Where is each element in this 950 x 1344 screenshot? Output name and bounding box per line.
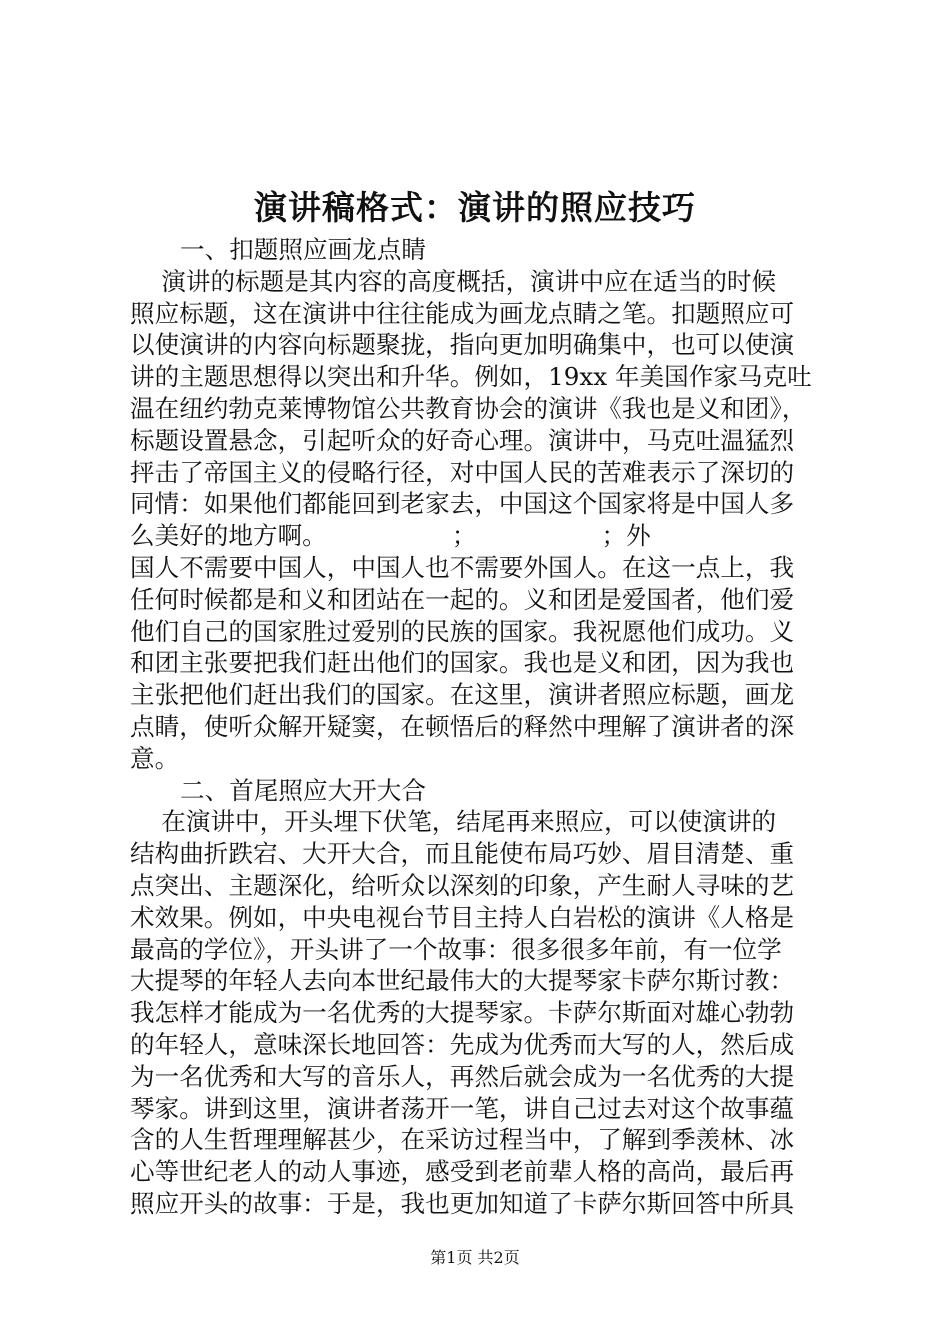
paragraph-line: 照应标题，这在演讲中往往能成为画龙点睛之笔。扣题照应可	[130, 298, 795, 328]
paragraph-line: 照应开头的故事：于是，我也更加知道了卡萨尔斯回答中所具	[130, 1188, 795, 1218]
paragraph-line: 他们自己的国家胜过爱别的民族的国家。我祝愿他们成功。义	[130, 616, 795, 646]
paragraph-line: 术效果。例如，中央电视台节目主持人白岩松的演讲《人格是	[130, 902, 795, 932]
paragraph-line: 么美好的地方啊。 ； ；外	[130, 521, 651, 551]
paragraph-line: 结构曲折跌宕、大开大合，而且能使布局巧妙、眉目清楚、重	[130, 839, 795, 869]
paragraph-line: 心等世纪老人的动人事迹，感受到老前辈人格的高尚，最后再	[130, 1157, 795, 1187]
paragraph-line: 的年轻人，意味深长地回答：先成为优秀而大写的人，然后成	[130, 1029, 795, 1059]
page-footer: 第1页 共2页	[430, 1248, 520, 1267]
section-heading: 二、首尾照应大开大合	[180, 775, 426, 805]
paragraph-line: 大提琴的年轻人去向本世纪最伟大的大提琴家卡萨尔斯讨教：	[130, 966, 795, 996]
paragraph-line: 主张把他们赶出我们的国家。在这里，演讲者照应标题，画龙	[130, 680, 795, 710]
paragraph-line: 琴家。讲到这里，演讲者荡开一笔，讲自己过去对这个故事蕴	[130, 1093, 795, 1123]
paragraph-line: 点睛，使听众解开疑窦，在顿悟后的释然中理解了演讲者的深	[130, 711, 795, 741]
paragraph-line: 温在纽约勃克莱博物馆公共教育协会的演讲《我也是义和团》，	[130, 393, 807, 423]
paragraph-line: 最高的学位》，开头讲了一个故事：很多很多年前，有一位学	[130, 934, 782, 964]
paragraph-line: 含的人生哲理理解甚少，在采访过程当中，了解到季羡林、冰	[130, 1125, 795, 1155]
paragraph-line: 为一名优秀和大写的音乐人，再然后就会成为一名优秀的大提	[130, 1061, 795, 1091]
paragraph-line: 同情：如果他们都能回到老家去，中国这个国家将是中国人多	[130, 489, 795, 519]
page-title: 演讲稿格式：演讲的照应技巧	[254, 188, 696, 227]
article-body	[130, 234, 830, 1220]
paragraph-line: 以使演讲的内容向标题聚拢，指向更加明确集中，也可以使演	[130, 330, 795, 360]
paragraph-line: 我怎样才能成为一名优秀的大提琴家。卡萨尔斯面对雄心勃勃	[130, 998, 795, 1028]
paragraph-line: 抨击了帝国主义的侵略行径，对中国人民的苦难表示了深切的	[130, 457, 795, 487]
paragraph-line: 点突出、主题深化，给听众以深刻的印象，产生耐人寻味的艺	[130, 870, 795, 900]
paragraph-line: 和团主张要把我们赶出他们的国家。我也是义和团，因为我也	[130, 648, 795, 678]
paragraph-line: 演讲的标题是其内容的高度概括，演讲中应在适当的时候	[130, 266, 777, 296]
paragraph-line: 任何时候都是和义和团站在一起的。义和团是爱国者，他们爱	[130, 584, 795, 614]
paragraph-line: 讲的主题思想得以突出和升华。例如，19xx 年美国作家马克吐	[130, 362, 812, 392]
paragraph-line: 意。	[130, 743, 180, 773]
paragraph-line: 国人不需要中国人，中国人也不需要外国人。在这一点上，我	[130, 552, 795, 582]
section-heading: 一、扣题照应画龙点睛	[180, 235, 426, 264]
paragraph-line: 标题设置悬念，引起听众的好奇心理。演讲中，马克吐温猛烈	[130, 425, 795, 455]
paragraph-line: 在演讲中，开头埋下伏笔，结尾再来照应，可以使演讲的	[130, 807, 777, 837]
